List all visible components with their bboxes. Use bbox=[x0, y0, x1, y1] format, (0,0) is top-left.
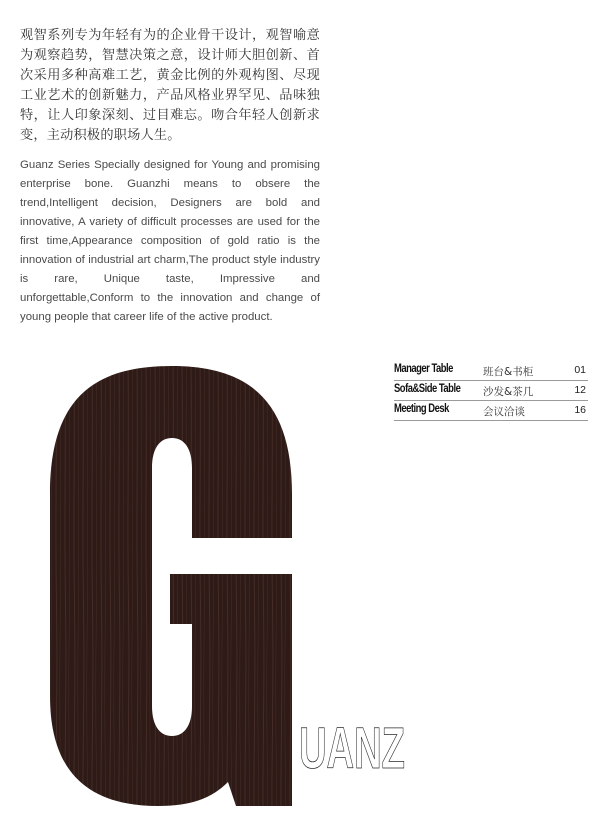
toc-item-english-title: Manager Table bbox=[394, 363, 453, 375]
toc-item-chinese-title: 会议洽谈 bbox=[483, 406, 525, 418]
table-of-contents bbox=[394, 361, 588, 421]
toc-item-chinese-title: 沙发&茶几 bbox=[483, 386, 534, 398]
brand-initial-g-glyph bbox=[50, 366, 292, 806]
toc-item-page-number: 12 bbox=[574, 384, 586, 396]
toc-item-page-number: 01 bbox=[574, 364, 586, 376]
brand-initial-g-wood-letter bbox=[36, 366, 308, 806]
toc-item-chinese-title: 班台&书柜 bbox=[483, 366, 534, 378]
toc-item-sofa-side-table[interactable] bbox=[394, 381, 588, 401]
toc-item-page-number: 16 bbox=[574, 404, 586, 416]
toc-item-english-title: Meeting Desk bbox=[394, 403, 449, 415]
toc-item-english-title: Sofa&Side Table bbox=[394, 383, 461, 395]
intro-chinese-paragraph: 观智系列专为年轻有为的企业骨干设计，观智喻意为观察趋势，智慧决策之意，设计师大胆创新、首次采用多种高难工艺，黄金比例的外观构图、尽现工业艺术的创新魅力，产品风格业界罕见、品味独特，让人印象深刻、过目难忘。吻合年轻人创新求变，主动积极的职场人生。 bbox=[20, 28, 320, 143]
brand-wordmark-outline bbox=[298, 716, 408, 781]
toc-item-manager-table[interactable] bbox=[394, 361, 588, 381]
intro-english-paragraph: Guanz Series Specially designed for Young and promising enterprise bone. Guanzhi means to obsere the trend,Intelligent decision, Designers are bold and innovative, A variety of difficult processes are used for the first time,Appearance composition of gold ratio is the innovation of industrial art charm,The product style industry is rare, Unique taste, Impressive and unforgettable,Conform to the innovation and change of young people that career life of the active product. bbox=[20, 159, 320, 323]
brand-wordmark-text: UANZ bbox=[299, 716, 405, 781]
toc-item-meeting-desk[interactable] bbox=[394, 401, 588, 421]
